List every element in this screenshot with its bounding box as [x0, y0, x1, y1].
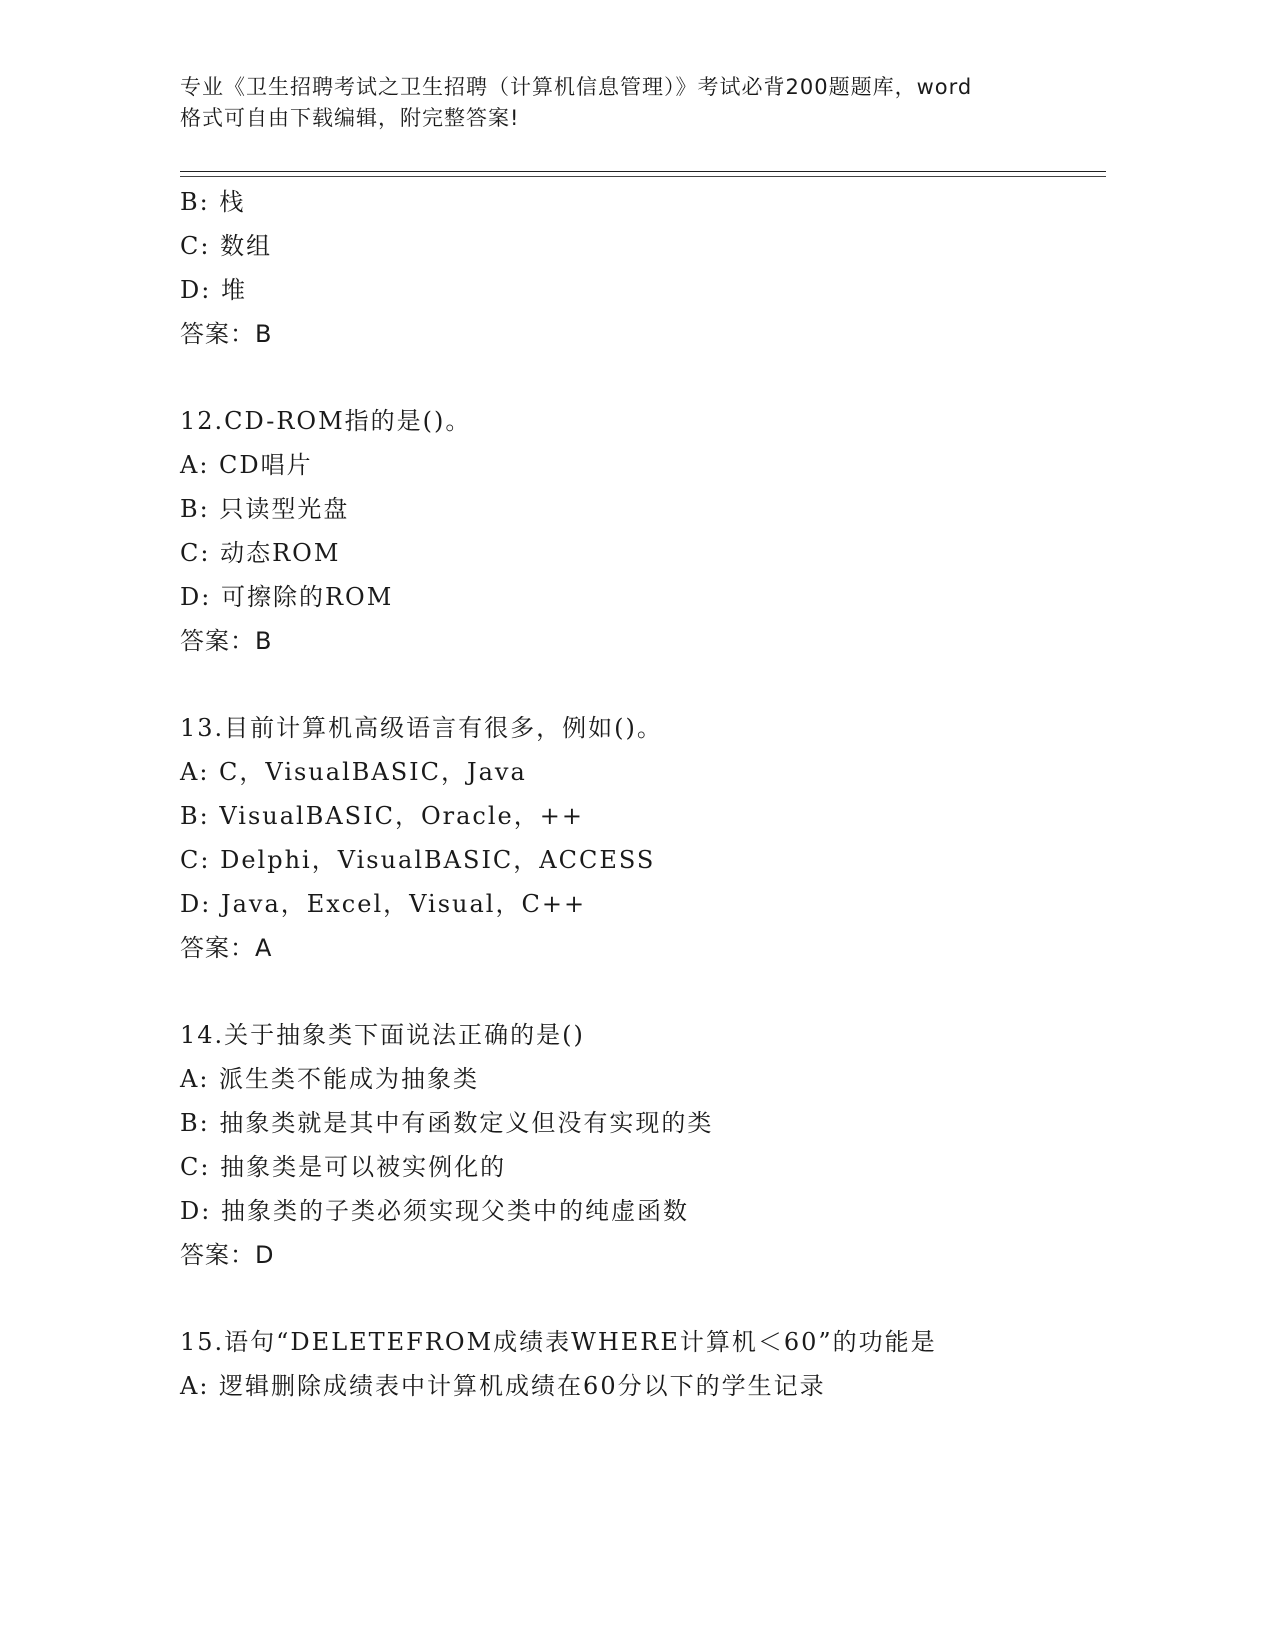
option-c: C: 抽象类是可以被实例化的 — [180, 1153, 507, 1181]
question-block-11 — [180, 185, 1106, 361]
spacer — [180, 361, 1106, 404]
option-d: D: 抽象类的子类必须实现父类中的纯虚函数 — [180, 1197, 689, 1225]
option-a: A: 逻辑删除成绩表中计算机成绩在60分以下的学生记录 — [180, 1372, 826, 1400]
option-d: D: 堆 — [180, 276, 247, 304]
answer-line: 答案：B — [180, 320, 273, 348]
option-d: D: 可擦除的ROM — [180, 583, 394, 611]
question-block-14 — [180, 1018, 1106, 1282]
option-d: D: Java，Excel，Visual，C++ — [180, 890, 587, 918]
question-text: 14.关于抽象类下面说法正确的是() — [180, 1021, 585, 1049]
option-b: B: 抽象类就是其中有函数定义但没有实现的类 — [180, 1109, 714, 1137]
question-text: 12.CD-ROM指的是()。 — [180, 407, 472, 435]
option-b: B: 只读型光盘 — [180, 495, 350, 523]
question-block-15 — [180, 1325, 1106, 1413]
question-block-12 — [180, 404, 1106, 668]
answer-line: 答案：B — [180, 627, 273, 655]
question-list — [180, 185, 1106, 1413]
spacer — [180, 1282, 1106, 1325]
option-b: B: VisualBASIC，Oracle，++ — [180, 802, 584, 830]
option-c: C: 动态ROM — [180, 539, 341, 567]
option-a: A: C，VisualBASIC，Java — [180, 758, 527, 786]
question-text: 13.目前计算机高级语言有很多，例如()。 — [180, 714, 663, 742]
spacer — [180, 975, 1106, 1018]
answer-line: 答案：A — [180, 934, 273, 962]
spacer — [180, 668, 1106, 711]
header-line-2: 格式可自由下载编辑，附完整答案! — [180, 106, 520, 130]
option-c: C: Delphi，VisualBASIC，ACCESS — [180, 846, 656, 874]
header-line-1: 专业《卫生招聘考试之卫生招聘（计算机信息管理）》考试必背200题题库，word — [180, 75, 973, 99]
option-a: A: CD唱片 — [180, 451, 313, 479]
question-text: 15.语句“DELETEFROM成绩表WHERE计算机＜60”的功能是 — [180, 1328, 937, 1356]
question-block-13 — [180, 711, 1106, 975]
option-c: C: 数组 — [180, 232, 273, 260]
answer-line: 答案：D — [180, 1241, 275, 1269]
document-header — [180, 72, 1060, 134]
option-b: B: 栈 — [180, 188, 246, 216]
header-divider-top — [180, 171, 1106, 172]
header-divider-bottom — [180, 176, 1106, 177]
option-a: A: 派生类不能成为抽象类 — [180, 1065, 480, 1093]
